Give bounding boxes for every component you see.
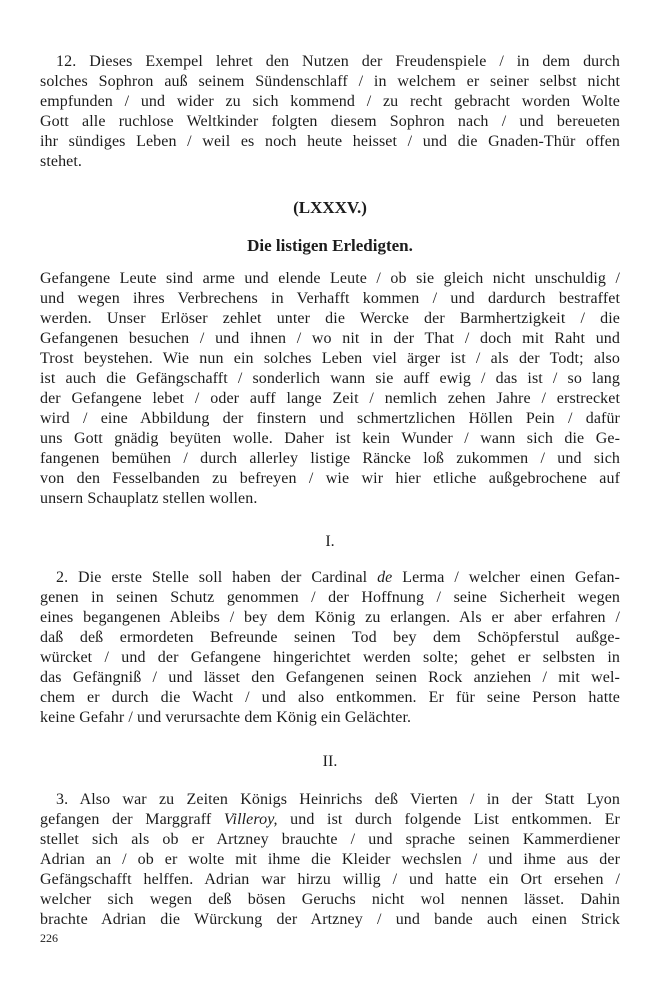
text-line: Adrian an / ob er wolte mit ihme die Kleider wechslen / und ihme aus der xyxy=(40,851,620,868)
section-1-label: I. xyxy=(325,533,335,550)
text-line: Trost beystehen. Wie nun ein solches Leben viel ärger ist / als der Todt; also xyxy=(40,350,620,367)
page-number: 226 xyxy=(40,931,58,945)
text-line: genen in seinen Schutz genommen / der Hoffnung / seine Sicherheit wegen xyxy=(40,589,620,606)
chapter-title: Die listigen Erledigten. xyxy=(247,236,413,255)
text-line: das Gefängniß / und lässet den Gefangenen seinen Rock anziehen / mit wel- xyxy=(40,669,620,686)
text-line: der Gefangene lebet / oder auff lange Zeit / nemlich zehen Jahre / erstrecket xyxy=(40,390,620,407)
text-line: würcket / und der Gefangene hingerichtet werden solte; gehet er selbsten in xyxy=(40,649,620,666)
text-line: 3. Also war zu Zeiten Königs Heinrichs deß Vierten / in der Statt Lyon xyxy=(56,791,620,808)
text-line: daß deß ermordeten Befreunde seinen Tod bey dem Schöpferstul außge- xyxy=(40,629,620,646)
text-segment: und ist durch folgende List entkommen. Er xyxy=(277,811,620,828)
text-line: ihr sündiges Leben / weil es noch heute heisset / und die Gnaden-Thür offen xyxy=(40,133,620,150)
italic-name: de xyxy=(377,569,393,586)
text-line: ist auch die Gefängschafft / sonderlich wann sie auff ewig / das ist / so lang xyxy=(40,370,620,387)
text-line: 12. Dieses Exempel lehret den Nutzen der Freudenspiele / in dem durch xyxy=(56,53,620,70)
text-line: keine Gefahr / und verursachte dem König ein Gelächter. xyxy=(40,709,412,726)
text-line: werden. Unser Erlöser zehlet unter die Wercke der Barmhertzigkeit / die xyxy=(40,310,620,327)
text-line: wird / eine Abbildung der finstern und schmertzlichen Höllen Pein / dafür xyxy=(40,410,620,427)
text-line: stellet sich als ob er Artzney brauchte / und sprache seinen Kammerdiener xyxy=(40,831,620,848)
section-2-label: II. xyxy=(322,753,338,770)
text-line: Gefangene Leute sind arme und elende Leute / ob sie gleich nicht unschuldig / xyxy=(40,270,620,287)
chapter-number-heading: (LXXXV.) xyxy=(293,198,367,217)
text-line: von den Fesselbanden zu befreyen / wie wir hier etliche außgebrochene auf xyxy=(40,470,620,487)
italic-name: Villeroy, xyxy=(223,811,278,828)
text-line: Gott alle ruchlose Weltkinder folgten diesem Sophron nach / und bereueten xyxy=(40,113,620,130)
text-line: eines begangenen Ableibs / bey dem König zu erlangen. Als er aber erfahren / xyxy=(40,609,620,626)
text-line: chem er durch die Wacht / und also entkommen. Er für seine Person hatte xyxy=(40,689,620,706)
text-segment: Lerma / welcher einen Gefan- xyxy=(392,569,620,586)
text-line xyxy=(40,810,620,830)
text-line: fangenen bemühen / durch allerley listige Räncke loß zukommen / und sich xyxy=(40,450,620,467)
text-line: empfunden / und wider zu sich kommend / zu recht gebracht worden Wolte xyxy=(40,93,620,110)
section-2-paragraph xyxy=(40,790,620,930)
intro-paragraph xyxy=(40,52,620,172)
text-line: Gefängschafft helffen. Adrian war hirzu willig / und hatte ein Ort ersehen / xyxy=(40,871,620,888)
text-line: solches Sophron auß seinem Sündenschlaff / in welchem er seiner selbst nicht xyxy=(40,73,620,90)
text-line: stehet. xyxy=(40,153,83,170)
text-line: und wegen ihres Verbrechens in Verhafft kommen / und dardurch bestraffet xyxy=(40,290,620,307)
text-line: uns Gott gnädig beyüten wolle. Daher ist kein Wunder / wann sich die Ge- xyxy=(40,430,620,447)
section-1-paragraph xyxy=(40,568,620,728)
text-line: welcher sich wegen deß bösen Geruchs nicht wol nennen lässet. Dahin xyxy=(40,891,620,908)
text-line xyxy=(40,568,620,588)
text-segment: gefangen der Marggraff xyxy=(40,811,224,828)
text-segment: 2. Die erste Stelle soll haben der Cardinal xyxy=(56,569,378,586)
chapter-paragraph xyxy=(40,269,620,509)
text-line: unsern Schauplatz stellen wollen. xyxy=(40,490,258,507)
text-line: Gefangenen besuchen / und ihnen / wo nit in der That / doch mit Raht und xyxy=(40,330,620,347)
text-line: brachte Adrian die Würckung der Artzney / und bande auch einen Strick xyxy=(40,911,620,928)
